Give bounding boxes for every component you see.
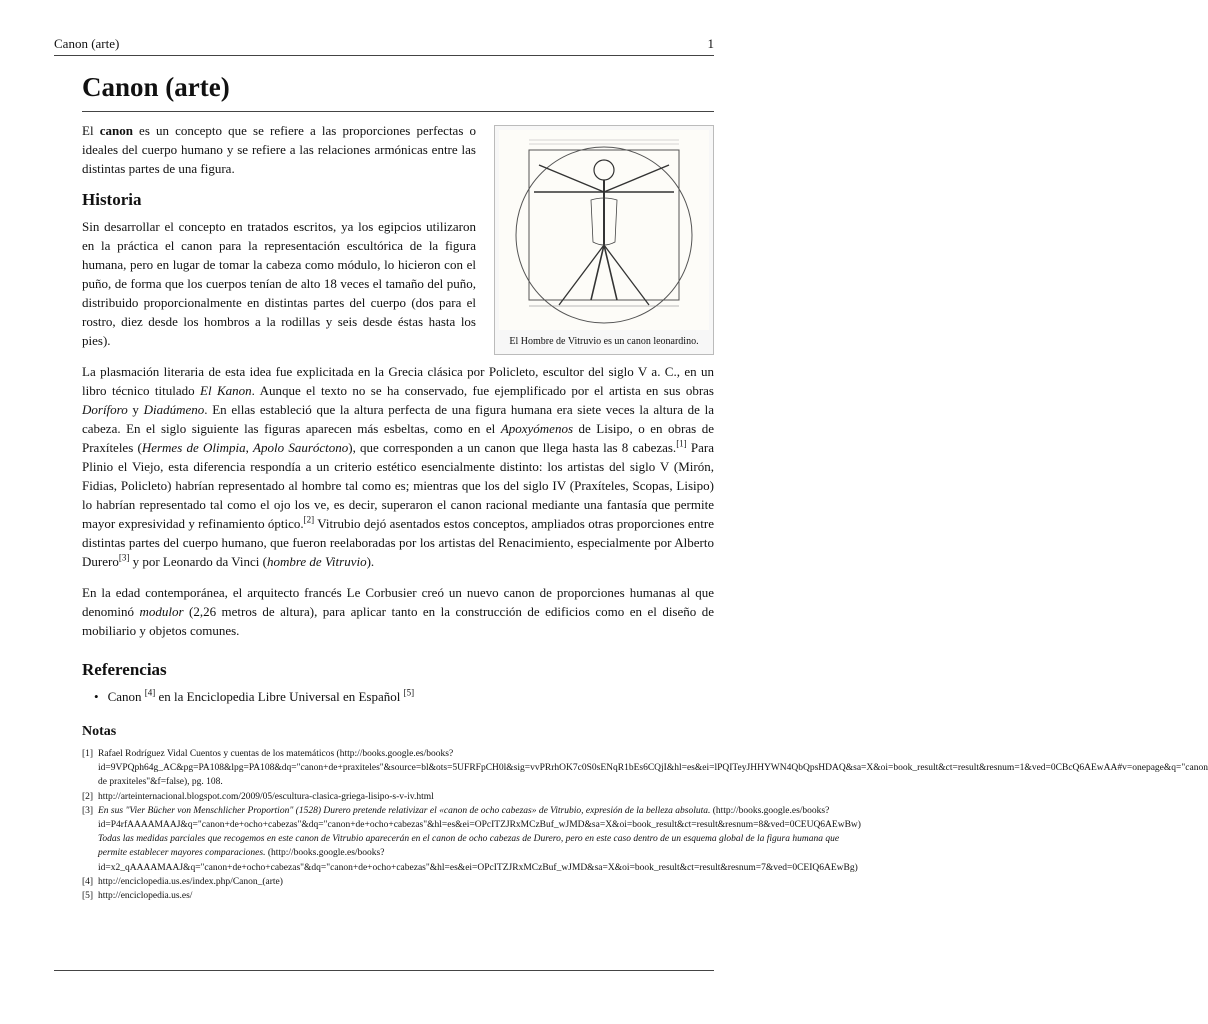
- page-header: [54, 36, 714, 52]
- canon-term: canon: [99, 123, 133, 138]
- page-title: Canon (arte): [82, 72, 230, 102]
- citation-5[interactable]: [5]: [403, 687, 415, 698]
- notas-heading: Notas: [82, 724, 117, 739]
- citation-2[interactable]: [2]: [303, 514, 315, 525]
- footer-rule: [54, 970, 714, 971]
- citation-4[interactable]: [4]: [144, 687, 156, 698]
- note-4: [4] http://enciclopedia.us.es/index.php/Canon_(arte): [82, 875, 714, 889]
- citation-3[interactable]: [3]: [118, 552, 130, 563]
- intro-paragraph: El canon es un concepto que se refiere a las proporciones perfectas o ideales del cuerpo humano y se refiere a las relaciones armónicas entre las distintas partes de una figura.: [82, 123, 477, 176]
- note-3-text[interactable]: En sus "Vier Bücher von Menschlicher Proportion" (1528) Durero pretende relativizar el «canon de ocho cabezas» de Vitrubio, expresión de la belleza absoluta. (http://books.google.es/books?id=P4rfAAAAMAAJ&q="canon+de+ocho+cabezas"&dq="canon+de+ocho+cabezas"&hl=es&ei=OPcITZJRxMCzBuf_wJMD&sa=X&oi=book_result&ct=result&resnum=8&ved=0CEUQ6AEwBw) Todas las medidas parciales que recogemos en este canon de Vitrubio aparecerán en el canon de ocho cabezas de Durero, pero en este caso dentro de un esquema global de la figura humana que permite establecer mayores comparaciones. (http://books.google.es/books?id=x2_qAAAAMAAJ&q="canon+de+ocho+cabezas"&dq="canon+de+ocho+cabezas"&hl=es&ei=OPcITZJRxMCzBuf_wJMD&sa=X&oi=book_result&ct=result&resnum=7&ved=0CEIQ6AEwBg): [98, 805, 861, 873]
- note-2-link[interactable]: http://arteinternacional.blogspot.com/2009/05/escultura-clasica-griega-lisipo-s-v-iv.html: [98, 791, 434, 802]
- note-2: [2] http://arteinternacional.blogspot.com/2009/05/escultura-clasica-griega-lisipo-s-v-iv.html: [82, 790, 714, 804]
- citation-1[interactable]: [1]: [676, 438, 687, 449]
- historia-paragraph-1: Sin desarrollar el concepto en tratados escritos, ya los egipcios utilizaron en la práctica el canon para la representación escultórica de la figura humana, pero en lugar de tomar la cabeza como módulo, lo hicieron con el puño, de forma que los cuerpos tenían de alto 18 veces el tamaño del puño, distribuido proporcionalmente en distintas partes del cuerpo (dos para el rostro, diez desde los hombros a la rodillas y seis desde éstas hasta los pies).: [82, 219, 476, 348]
- figure-caption: El Hombre de Vitruvio es un canon leonardino.: [509, 336, 699, 347]
- header-rule: [54, 55, 714, 56]
- article-body: [82, 121, 1208, 903]
- references-list: [82, 687, 714, 706]
- referencias-heading: Referencias: [82, 660, 167, 679]
- note-5-link[interactable]: http://enciclopedia.us.es/: [98, 891, 193, 902]
- historia-paragraph-2: La plasmación literaria de esta idea fue explicitada en la Grecia clásica por Policleto, escultor del siglo V a. C., en un libro técnico titulado El Kanon. Aunque el texto no se ha conservado, fue ejemplificado por el artista en sus obras Doríforo y Diadúmeno. En ellas estableció que la altura perfecta de una figura humana era siete veces la altura de la cabeza. En el siglo siguiente las figuras aparecen más esbeltas, como en el Apoxyómenos de Lisipo, o en obras de Praxíteles (Hermes de Olimpia, Apolo Sauróctono), que corresponden a un canon que llega hasta las 8 cabezas.[1] Para Plinio el Viejo, esta diferencia respondía a un criterio estético esencialmente distinto: los artistas del siglo V (Mirón, Fidias, Policleto) habrían representado al hombre tal como es; mientras que los del siglo IV (Praxíteles, Scopas, Lisipo) lo habrían representado tal como el ojo los ve, es decir, superaron el canon racional mediante una fantasía que permite mayor expresividad y refinamiento óptico.[2] Vitrubio dejó asentados estos conceptos, ampliados otras proporciones entre distintas partes del cuerpo humano, que fueron reelaboradas por los artistas del Renacimiento, especialmente por Alberto Durero[3] y por Leonardo da Vinci (hombre de Vitruvio).: [82, 364, 715, 569]
- note-3: [3] En sus "Vier Bücher von Menschlicher Proportion" (1528) Durero pretende relativizar el «canon de ocho cabezas» de Vitrubio, expresión de la belleza absoluta. (http://books.google.es/books?id=P4rfAAAAMAAJ&q="canon+de+ocho+cabezas"&dq="canon+de+ocho+cabezas"&hl=es&ei=OPcITZJRxMCzBuf_wJMD&sa=X&oi=book_result&ct=result&resnum=8&ved=0CEUQ6AEwBw) Todas las medidas parciales que recogemos en este canon de Vitrubio aparecerán en el canon de ocho cabezas de Durero, pero en este caso dentro de un esquema global de la figura humana que permite establecer mayores comparaciones. (http://books.google.es/books?id=x2_qAAAAMAAJ&q="canon+de+ocho+cabezas"&dq="canon+de+ocho+cabezas"&hl=es&ei=OPcITZJRxMCzBuf_wJMD&sa=X&oi=book_result&ct=result&resnum=7&ved=0CEIQ6AEwBg): [82, 804, 714, 875]
- note-5: [5] http://enciclopedia.us.es/: [82, 889, 714, 903]
- historia-heading: Historia: [82, 190, 142, 209]
- notes-list: [82, 747, 1208, 903]
- list-item: • Canon [4] en la Enciclopedia Libre Universal en Español [5]: [94, 687, 714, 706]
- historia-paragraph-3: En la edad contemporánea, el arquitecto francés Le Corbusier creó un nuevo canon de proporciones humanas al que denominó modulor (2,26 metros de altura), para aplicar tanto en la construcción de edificios como en el diseño de mobiliario y objetos comunes.: [82, 585, 714, 638]
- figure-box: [494, 125, 714, 355]
- note-1-text[interactable]: Rafael Rodríguez Vidal Cuentos y cuentas de los matemáticos (http://books.google.es/books?id=9VPQph64g_AC&pg=PA108&lpg=PA108&dq="canon+de+praxiteles"&source=bl&ots=5UFRFpCH0l&sig=vvPRrhOK7c0S0sENqR1bEs6CQjI&hl=es&ei=lPQITeyJHHYWN4QbQpsHDAQ&sa=X&oi=book_result&ct=result&resnum=1&ved=0CBcQ6AEwAA#v=onepage&q="canon de praxiteles"&f=false), pg. 108.: [98, 749, 1208, 788]
- page-number: 1: [707, 36, 714, 51]
- running-title: Canon (arte): [54, 36, 120, 51]
- vitruvian-man-image: [499, 130, 709, 330]
- note-4-link[interactable]: http://enciclopedia.us.es/index.php/Canon_(arte): [98, 876, 283, 887]
- note-1: [1] Rafael Rodríguez Vidal Cuentos y cuentas de los matemáticos (http://books.google.es/books?id=9VPQph64g_AC&pg=PA108&lpg=PA108&dq="canon+de+praxiteles"&source=bl&ots=5UFRFpCH0l&sig=vvPRrhOK7c0S0sENqR1bEs6CQjI&hl=es&ei=lPQITeyJHHYWN4QbQpsHDAQ&sa=X&oi=book_result&ct=result&resnum=1&ved=0CBcQ6AEwAA#v=onepage&q="canon de praxiteles"&f=false), pg. 108.: [82, 747, 714, 790]
- title-rule: [82, 111, 714, 112]
